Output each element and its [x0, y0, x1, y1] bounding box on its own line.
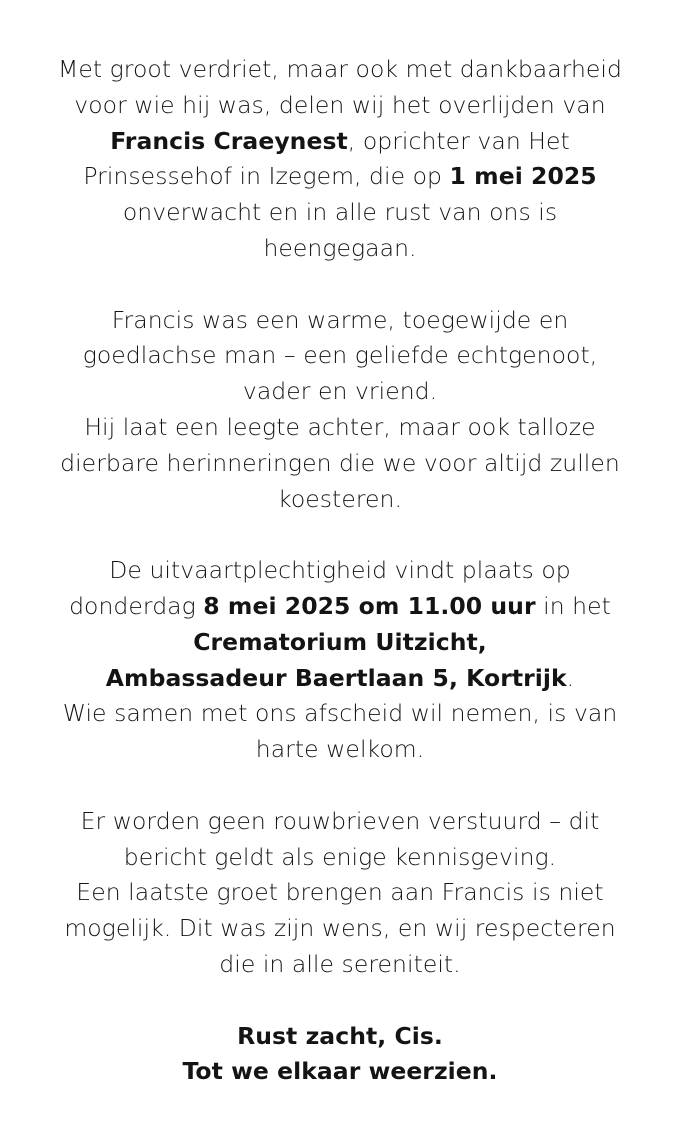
text-line: Francis was een warme, toegewijde en: [111, 305, 569, 334]
closing-farewell: [0, 1019, 680, 1091]
funeral-datetime: 8 mei 2025 om 11.00 uur: [203, 591, 536, 620]
text-line: [0, 589, 680, 625]
funeral-details-paragraph: [0, 553, 680, 768]
venue-address: Ambassadeur Baertlaan 5, Kortrijk: [105, 663, 567, 692]
paragraph-spacer: [0, 517, 680, 553]
text-line: harte welkom.: [255, 735, 425, 764]
text-segment: .: [566, 663, 575, 692]
text-segment: Prinsessehof in Izegem, die op: [83, 162, 450, 191]
announcement-paragraph: [0, 52, 680, 267]
deceased-name: Francis Craeynest: [110, 126, 348, 155]
text-line: die in alle sereniteit.: [219, 949, 461, 978]
farewell-line: Rust zacht, Cis.: [237, 1021, 443, 1050]
notice-paragraph: [0, 804, 680, 983]
text-line: onverwacht en in alle rust van ons is: [122, 198, 558, 227]
text-line: [0, 124, 680, 160]
text-line: [0, 625, 680, 661]
text-line: Wie samen met ons afscheid wil nemen, is van: [62, 699, 618, 728]
text-line: dierbare herinneringen die we voor altijd zullen: [60, 448, 620, 477]
paragraph-spacer: [0, 983, 680, 1019]
text-line: goedlachse man – een geliefde echtgenoot,: [82, 341, 598, 370]
text-line: De uitvaartplechtigheid vindt plaats op: [109, 556, 571, 585]
text-line: Hij laat een leegte achter, maar ook talloze: [84, 412, 596, 441]
text-line: mogelijk. Dit was zijn wens, en wij respecteren: [64, 914, 616, 943]
paragraph-spacer: [0, 768, 680, 804]
text-segment: in het: [535, 591, 611, 620]
paragraph-spacer: [0, 267, 680, 303]
text-line: heengegaan.: [263, 233, 417, 262]
text-line: voor wie hij was, delen wij het overlijden van: [74, 90, 606, 119]
text-line: vader en vriend.: [242, 377, 438, 406]
text-line: [0, 159, 680, 195]
text-line: bericht geldt als enige kennisgeving.: [123, 842, 557, 871]
text-line: [0, 661, 680, 697]
venue-name: Crematorium Uitzicht,: [193, 627, 487, 656]
farewell-line: Tot we elkaar weerzien.: [182, 1057, 498, 1086]
text-line: koesteren.: [278, 484, 402, 513]
tribute-paragraph: [0, 303, 680, 518]
text-line: Een laatste groet brengen aan Francis is niet: [76, 878, 604, 907]
text-line: Er worden geen rouwbrieven verstuurd – dit: [80, 806, 600, 835]
text-segment: donderdag: [69, 591, 204, 620]
text-line: Met groot verdriet, maar ook met dankbaarheid: [58, 55, 622, 83]
date-of-death: 1 mei 2025: [449, 162, 597, 191]
text-segment: , oprichter van Het: [347, 126, 570, 155]
